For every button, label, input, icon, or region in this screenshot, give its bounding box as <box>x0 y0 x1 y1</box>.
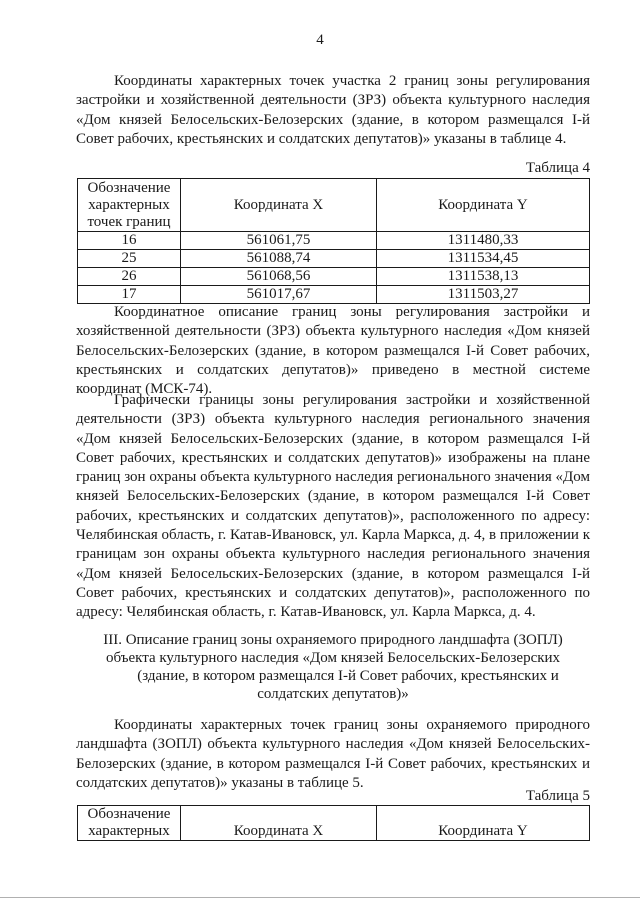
table4 <box>77 178 590 304</box>
section-heading <box>76 631 590 703</box>
table5 <box>77 805 590 841</box>
table-row <box>78 232 590 250</box>
paragraph-table5-intro: Координаты характерных точек границ зоны охраняемого природного ландшафта (ЗОПЛ) объекта культурного наследия «Дом князей Белосельских-Белозерских (здание, в котором размещался I-й Совет рабочих, крестьянских и солдатских депутатов)» указаны в таблице 5. <box>76 717 590 791</box>
point-id: 17 <box>78 286 181 304</box>
section-heading-line: III. Описание границ зоны охраняемого природного ландшафта (ЗОПЛ) <box>103 632 563 648</box>
section-heading-line: (здание, в котором размещался I-й Совет рабочих, крестьянских и <box>137 668 559 684</box>
coordinate-x: 561061,75 <box>181 232 377 250</box>
section-heading-line: объекта культурного наследия «Дом князей Белосельских-Белозерских <box>105 650 561 666</box>
column-header-x: Координата X <box>181 179 377 232</box>
coordinate-y: 1311480,33 <box>377 232 590 250</box>
column-header-x: Координата X <box>181 806 377 841</box>
point-id: 16 <box>78 232 181 250</box>
page-number: 4 <box>316 32 324 48</box>
coordinate-x: 561017,67 <box>181 286 377 304</box>
coordinate-x: 561068,56 <box>181 268 377 286</box>
table-row <box>78 268 590 286</box>
table-header-row <box>78 806 590 841</box>
paragraph-graphical-description: Графически границы зоны регулирования застройки и хозяйственной деятельности (ЗРЗ) объекта культурного наследия регионального значения «Дом князей Белосельских-Белозерских (здание, в котором размещался I-й Совет рабочих, крестьянских и солдатских депутатов)» изображены на плане границ зон охраны объекта культурного наследия регионального значения «Дом князей Белосельских-Белозерских (здание, в котором размещался I-й Совет рабочих, крестьянских и солдатских депутатов)», расположенного по адресу: Челябинская область, г. Катав-Ивановск, ул. Карла Маркса, д. 4, в приложении к границам зон охраны объекта культурного наследия регионального значения «Дом князей Белосельских-Белозерских (здание, в котором размещался I-й Совет рабочих, крестьянских и солдатских депутатов)», расположенного по адресу: Челябинская область, г. Катав-Ивановск, ул. Карла Маркса, д. 4. <box>76 392 590 621</box>
point-id: 25 <box>78 250 181 268</box>
column-header-y: Координата Y <box>377 806 590 841</box>
section-heading-line: солдатских депутатов)» <box>257 686 409 702</box>
column-header-point: Обозначение характерных <box>78 806 181 841</box>
table5-caption: Таблица 5 <box>525 788 590 804</box>
page-bottom-edge <box>0 897 640 898</box>
table4-caption: Таблица 4 <box>525 160 590 176</box>
point-id: 26 <box>78 268 181 286</box>
coordinate-y: 1311534,45 <box>377 250 590 268</box>
coordinate-y: 1311503,27 <box>377 286 590 304</box>
paragraph-coordinate-description: Координатное описание границ зоны регулирования застройки и хозяйственной деятельности (ЗРЗ) объекта культурного наследия «Дом князей Белосельских-Белозерских (здание, в котором размещался I-й Совет рабочих, крестьянских и солдатских депутатов)» приведено в местной системе координат (МСК-74). <box>76 304 590 398</box>
column-header-point: Обозначение характерных точек границ <box>78 179 181 232</box>
table-header-row <box>78 179 590 232</box>
coordinate-y: 1311538,13 <box>377 268 590 286</box>
column-header-y: Координата Y <box>377 179 590 232</box>
paragraph-table4-intro: Координаты характерных точек участка 2 границ зоны регулирования застройки и хозяйственной деятельности (ЗРЗ) объекта культурного наследия «Дом князей Белосельских-Белозерских (здание, в котором размещался I-й Совет рабочих, крестьянских и солдатских депутатов)» указаны в таблице 4. <box>76 73 590 147</box>
table-row <box>78 250 590 268</box>
table-row <box>78 286 590 304</box>
coordinate-x: 561088,74 <box>181 250 377 268</box>
